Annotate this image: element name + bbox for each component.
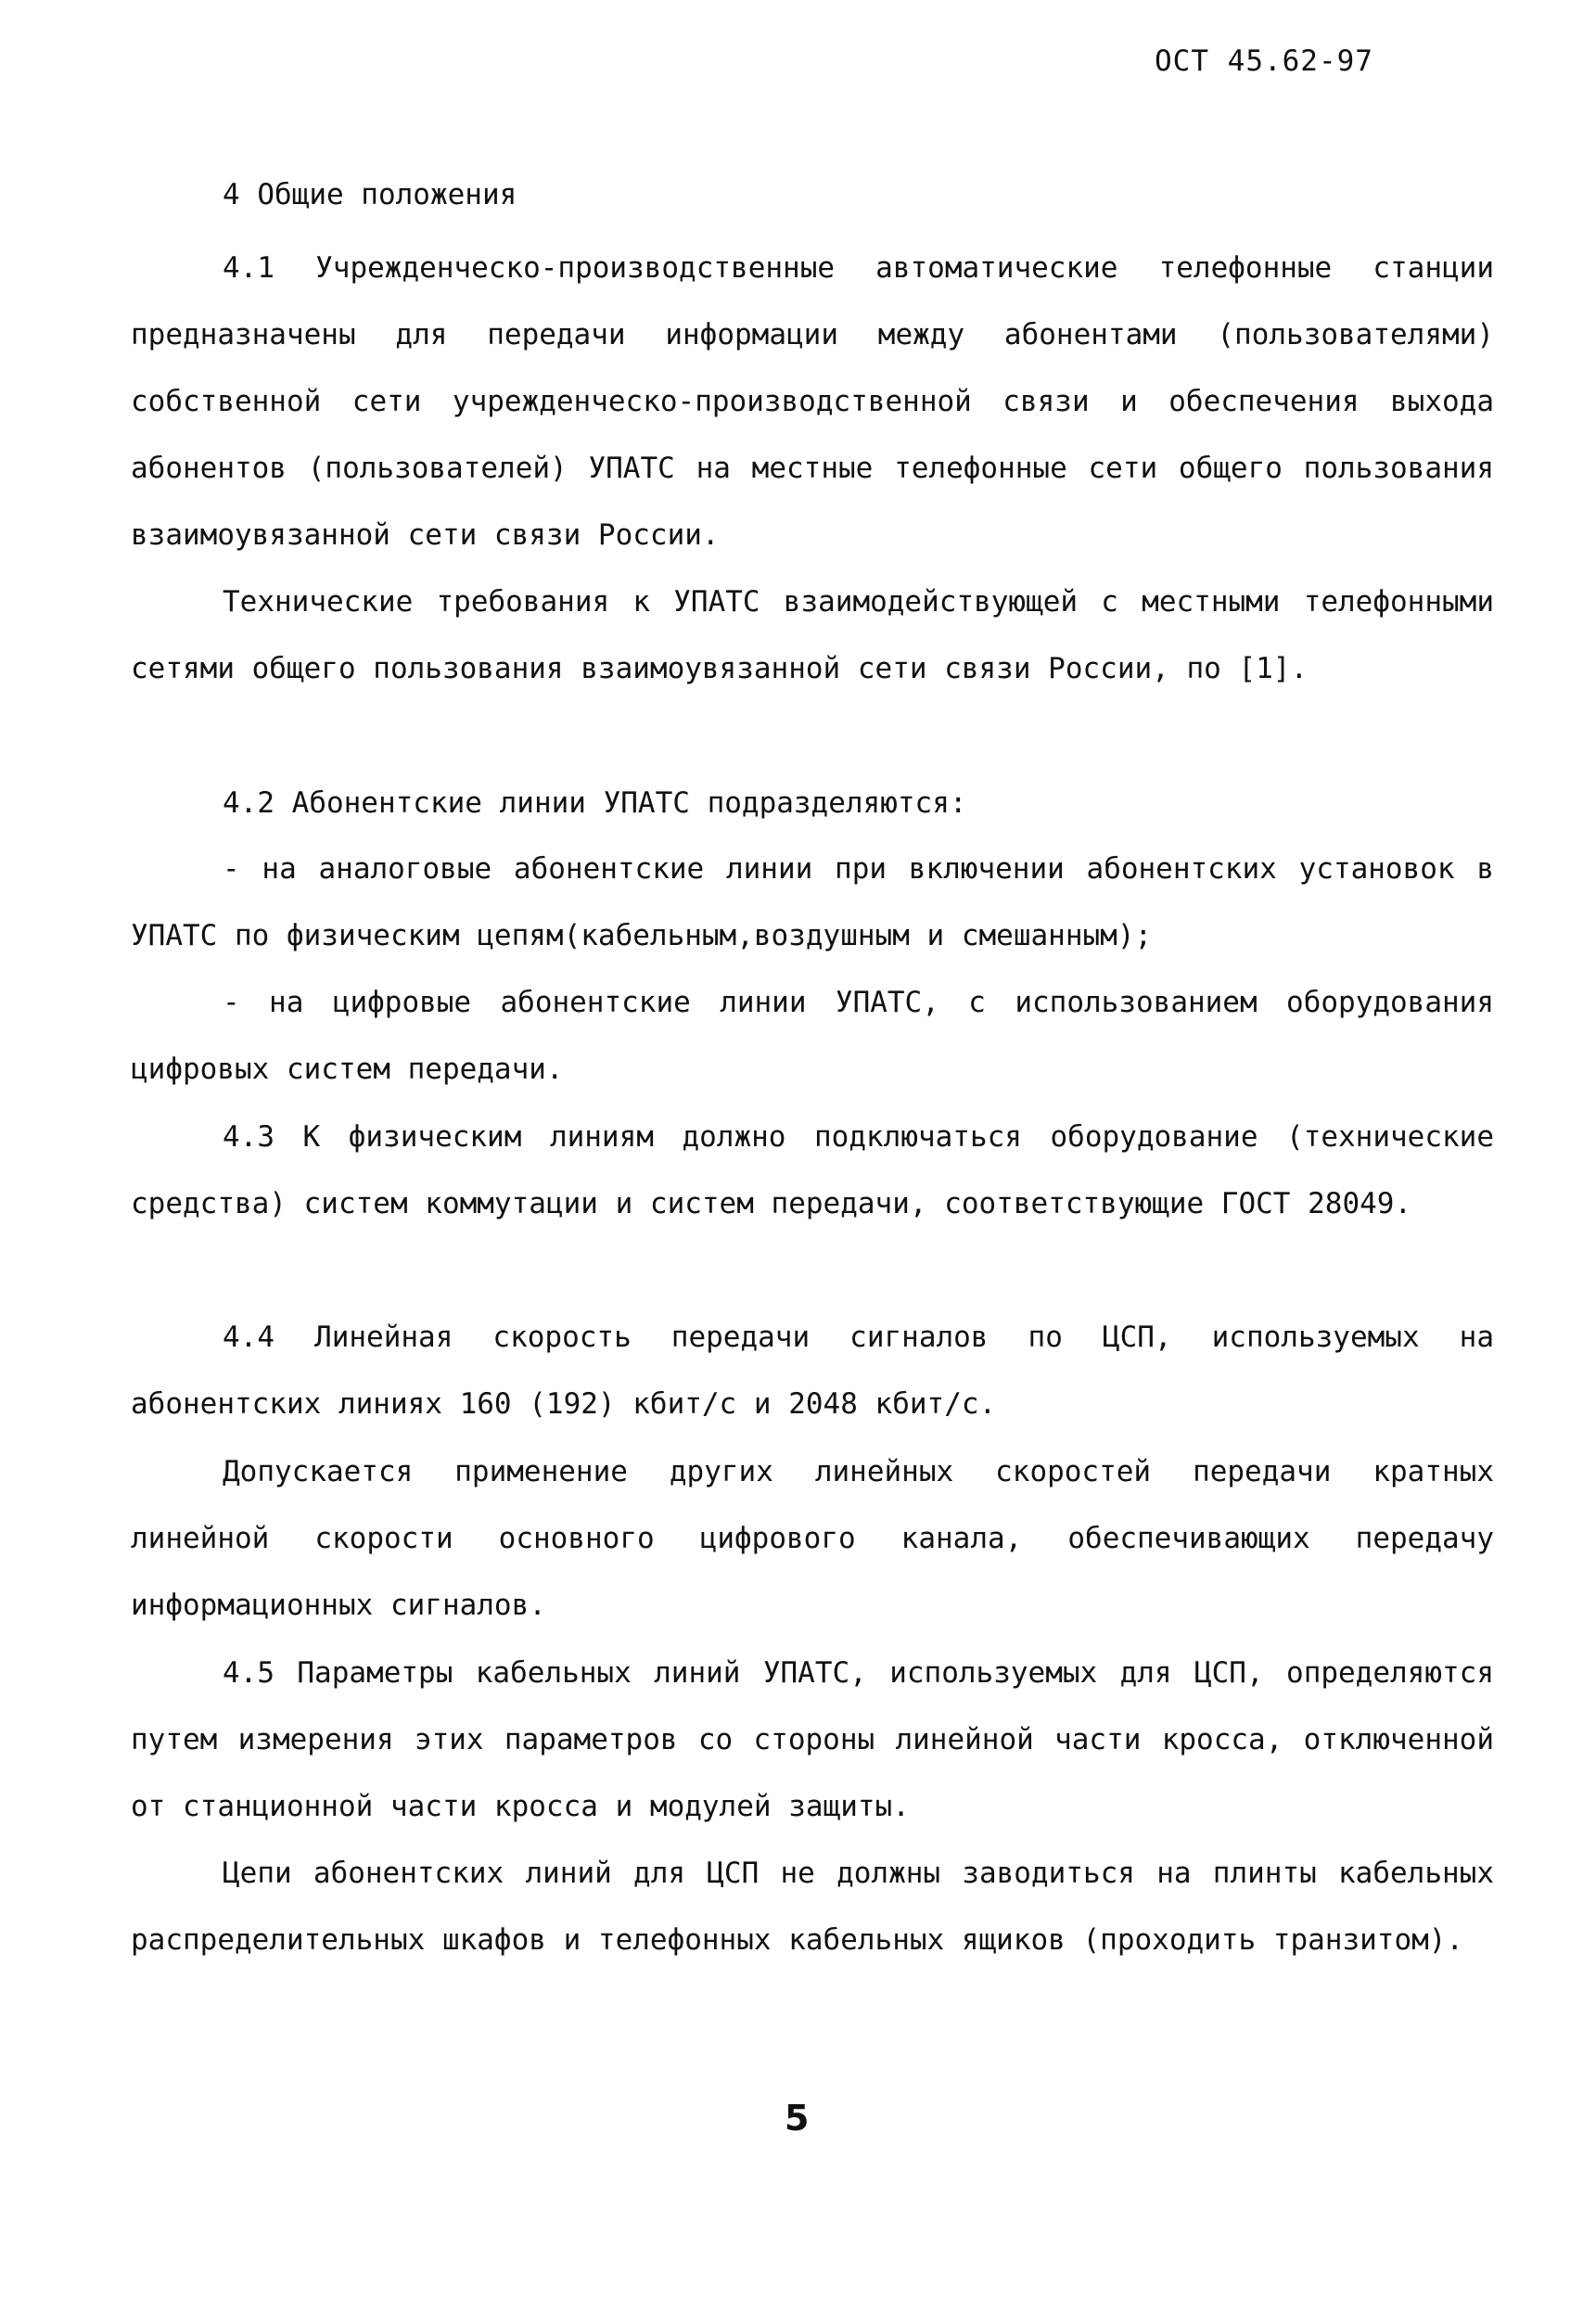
paragraph-digital-lines: - на цифровые абонентские линии УПАТС, с использованием оборудования цифровых систем передачи.: [131, 986, 1494, 1086]
paragraph-4-1: 4.1 Учрежденческо-производственные автоматические телефонные станции предназначены для передачи информации между абонентами (пользователями) собственной сети учрежденческо-производственной связи и обеспечения выхода абонентов (пользователей) УПАТС на местные телефонные сети общего пользования взаимоувязанной сети связи России.: [131, 251, 1494, 552]
paragraph-4-2: 4.2 Абонентские линии УПАТС подразделяются:: [223, 786, 967, 820]
document-code: ОСТ 45.62-97: [1155, 45, 1373, 78]
paragraph-transit-circuits: Цепи абонентских линий для ЦСП не должны заводиться на плинты кабельных распределительных шкафов и телефонных кабельных ящиков (проходить транзитом).: [131, 1857, 1494, 1957]
paragraph-4-5: 4.5 Параметры кабельных линий УПАТС, используемых для ЦСП, определяются путем измерения этих параметров со стороны линейной части кросса, отключенной от станционной части кросса и модулей защиты.: [131, 1656, 1494, 1823]
paragraph-4-4: 4.4 Линейная скорость передачи сигналов по ЦСП, используемых на абонентских линиях 160 (192) кбит/с и 2048 кбит/с.: [131, 1321, 1494, 1421]
paragraph-technical-requirements: Технические требования к УПАТС взаимодействующей с местными телефонными сетями общего пользования взаимоувязанной сети связи России, по [1].: [131, 585, 1494, 685]
paragraph-other-speeds: Допускается применение других линейных скоростей передачи кратных линейной скорости основного цифрового канала, обеспечивающих передачу информационных сигналов.: [131, 1455, 1494, 1622]
paragraph-4-3: 4.3 К физическим линиям должно подключаться оборудование (технические средства) систем коммутации и систем передачи, соответствующие ГОСТ 28049.: [131, 1120, 1494, 1220]
page-number: 5: [785, 2098, 810, 2139]
section-title: 4 Общие положения: [223, 178, 517, 211]
paragraph-analog-lines: - на аналоговые абонентские линии при включении абонентских установок в УПАТС по физическим цепям(кабельным,воздушным и смешанным);: [131, 852, 1494, 952]
